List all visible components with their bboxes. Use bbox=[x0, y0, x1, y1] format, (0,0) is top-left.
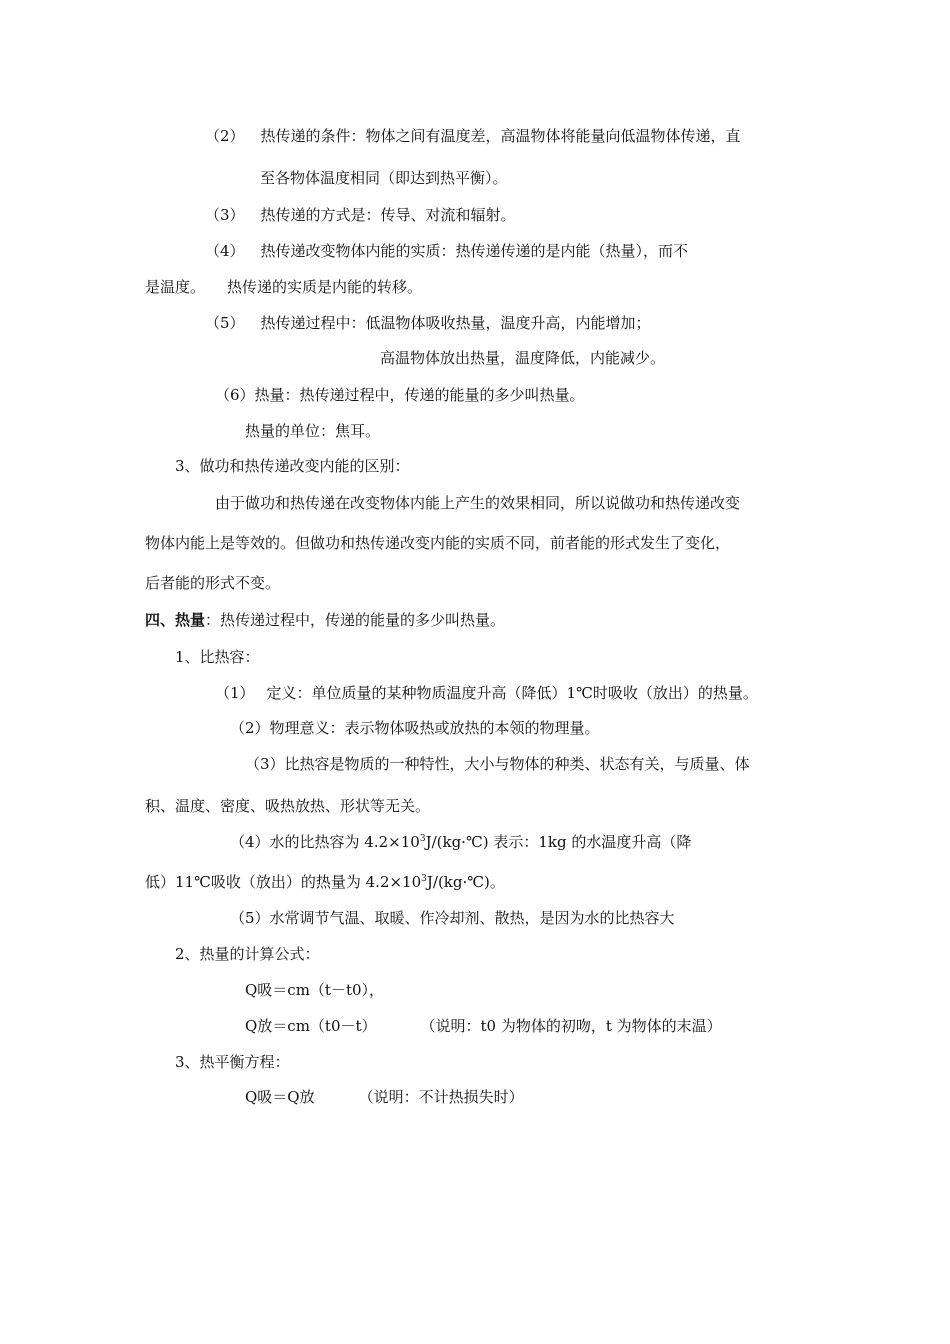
line-heat-transfer-modes bbox=[205, 205, 516, 225]
line-text: （4）水的比热容为 4.2×10 bbox=[230, 833, 420, 851]
line-heat-transfer-essence bbox=[205, 241, 688, 261]
item-number: （1） bbox=[215, 684, 255, 702]
line-heat-unit: 热量的单位：焦耳。 bbox=[245, 422, 381, 440]
line-text: 热传递改变物体内能的实质：热传递传递的是内能（热量），而不 bbox=[260, 242, 689, 260]
line-text: J/(kg·℃)。 bbox=[426, 873, 505, 891]
heading-heat-formula: 2、热量的计算公式： bbox=[175, 945, 320, 963]
exponent: 3 bbox=[421, 874, 427, 884]
formula-heat-released bbox=[245, 1016, 722, 1036]
heading-heat-balance: 3、热平衡方程： bbox=[175, 1053, 290, 1071]
line-text: 热传递的方式是：传导、对流和辐射。 bbox=[260, 206, 516, 224]
paragraph-line-2: 物体内能上是等效的。但做功和热传递改变内能的实质不同，前者能的形式发生了变化， bbox=[145, 534, 731, 552]
line-heat-transfer-process bbox=[205, 313, 651, 333]
paragraph-line-1: 由于做功和热传递在改变物体内能上产生的效果相同，所以说做功和热传递改变 bbox=[215, 494, 741, 512]
line-text: 是温度。 bbox=[145, 278, 206, 296]
section-title: 四、热量 bbox=[145, 611, 206, 629]
section-heading-heat bbox=[145, 610, 505, 630]
line-heat-transfer-condition-cont: 至各物体温度相同（即达到热平衡）。 bbox=[260, 169, 508, 187]
item-number: （3） bbox=[205, 206, 245, 224]
formula-heat-balance bbox=[245, 1087, 524, 1107]
paragraph-line-3: 后者能的形式不变。 bbox=[145, 574, 281, 592]
formula-heat-absorbed: Q吸＝cm（t－t0）， bbox=[245, 981, 385, 999]
line-physical-meaning: （2）物理意义：表示物体吸热或放热的本领的物理量。 bbox=[230, 719, 600, 737]
section-text: ：热传递过程中，传递的能量的多少叫热量。 bbox=[205, 611, 506, 629]
line-text: 低）11℃吸收（放出）的热量为 4.2×10 bbox=[145, 873, 422, 891]
formula-text: Q吸＝Q放 bbox=[245, 1088, 315, 1106]
line-water-uses: （5）水常调节气温、取暖、作冷却剂、散热，是因为水的比热容大 bbox=[230, 909, 675, 927]
line-water-specific-heat bbox=[230, 832, 691, 852]
line-heat-transfer-condition bbox=[205, 126, 741, 146]
line-specific-heat-definition bbox=[215, 683, 758, 703]
line-water-specific-heat-cont bbox=[145, 872, 505, 892]
line-text: 定义：单位质量的某种物质温度升高（降低）1℃时吸收（放出）的热量。 bbox=[266, 684, 758, 702]
line-heat-definition: （6）热量：热传递过程中，传递的能量的多少叫热量。 bbox=[215, 386, 585, 404]
line-text: 热传递过程中：低温物体吸收热量，温度升高，内能增加； bbox=[260, 314, 651, 332]
line-text: J/(kg·℃) 表示：1kg 的水温度升高（降 bbox=[425, 833, 692, 851]
formula-note: （说明：t0 为物体的初吻，t 为物体的末温） bbox=[420, 1017, 722, 1035]
formula-text: Q放＝cm（t0－t） bbox=[245, 1017, 377, 1035]
item-number: （4） bbox=[205, 242, 245, 260]
item-number: （5） bbox=[205, 314, 245, 332]
item-number: （2） bbox=[205, 127, 245, 145]
line-specific-heat-property-cont: 积、温度、密度、吸热放热、形状等无关。 bbox=[145, 797, 431, 815]
formula-note: （说明：不计热损失时） bbox=[358, 1088, 524, 1106]
heading-work-vs-heat: 3、做功和热传递改变内能的区别： bbox=[175, 457, 410, 475]
line-heat-transfer-process-cont: 高温物体放出热量，温度降低，内能减少。 bbox=[380, 349, 666, 367]
line-text: 热传递的条件：物体之间有温度差，高温物体将能量向低温物体传递，直 bbox=[260, 127, 741, 145]
line-text: 热传递的实质是内能的转移。 bbox=[227, 278, 423, 296]
heading-specific-heat: 1、比热容： bbox=[175, 648, 260, 666]
line-specific-heat-property: （3）比热容是物质的一种特性，大小与物体的种类、状态有关，与质量、体 bbox=[245, 755, 750, 773]
exponent: 3 bbox=[419, 834, 426, 844]
line-heat-transfer-essence-cont bbox=[145, 277, 422, 297]
